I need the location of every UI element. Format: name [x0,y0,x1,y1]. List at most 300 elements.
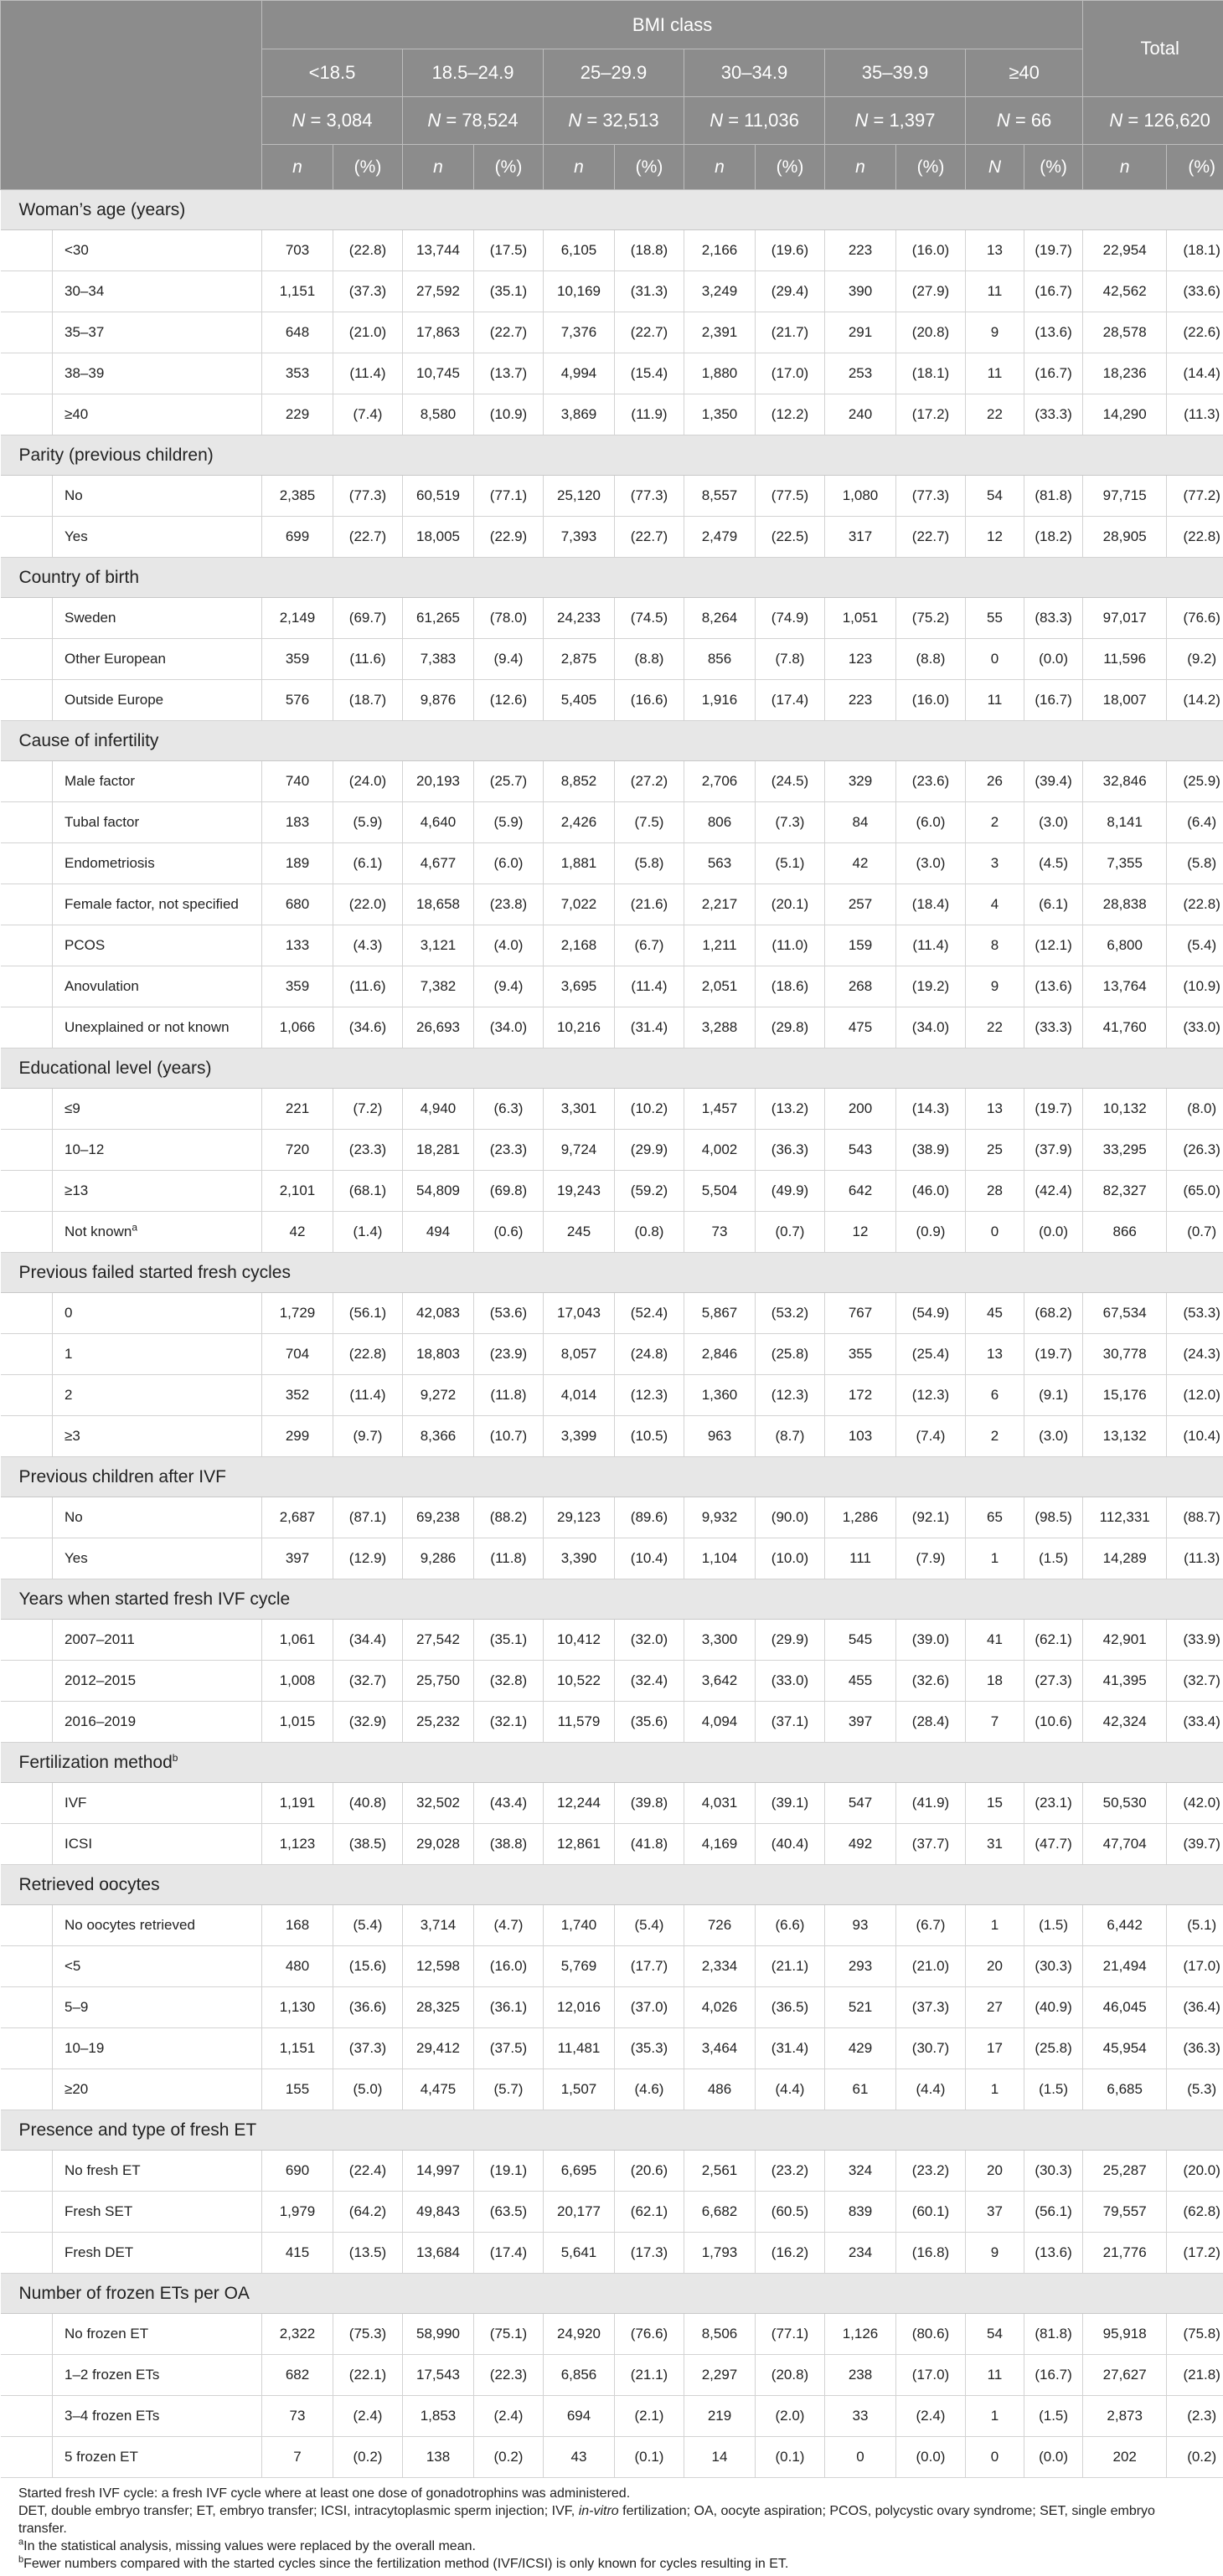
percent-cell: (17.0) [896,2355,966,2396]
column-unit-percent: (%) [474,145,544,190]
row-label-text: ICSI [65,1836,93,1852]
percent-cell: (53.2) [756,1293,825,1334]
table-row [1,1293,1223,1334]
count-cell: 680 [262,884,333,925]
indent-cell [1,2233,53,2274]
percent-cell: (69.8) [474,1171,544,1212]
indent-cell [1,2396,53,2437]
count-cell: 123 [825,639,896,680]
count-cell: 15 [966,1783,1024,1824]
count-cell: 6,685 [1083,2069,1167,2110]
section-header-row [1,1457,1223,1497]
percent-cell: (16.7) [1024,680,1083,721]
footnote-a: $^a$In the statistical analysis, missing values were replaced by the overall mean. [18,2537,476,2553]
percent-cell: (17.4) [474,2233,544,2274]
column-count-text: N = 3,084 [292,110,373,131]
row-label [53,1905,262,1946]
count-cell: 58,990 [403,2314,474,2355]
count-cell: 9,286 [403,1538,474,1579]
count-cell: 293 [825,1946,896,1987]
percent-cell: (17.4) [756,680,825,721]
percent-cell: (19.7) [1024,1089,1083,1130]
percent-cell: (6.0) [896,802,966,843]
count-cell: 352 [262,1375,333,1416]
percent-cell: (34.0) [474,1007,544,1048]
percent-cell: (28.4) [896,1702,966,1743]
count-cell: 11 [966,353,1024,394]
percent-cell: (31.4) [615,1007,684,1048]
count-cell: 11,481 [544,2028,615,2069]
count-cell: 359 [262,966,333,1007]
percent-cell: (13.6) [1024,966,1083,1007]
count-cell: 27,627 [1083,2355,1167,2396]
percent-cell: (5.3) [1167,2069,1223,2110]
count-cell: 25,120 [544,476,615,517]
section-title [1,721,1223,761]
indent-cell [1,761,53,802]
count-cell: 5,405 [544,680,615,721]
percent-cell: (15.6) [333,1946,403,1987]
count-cell: 486 [684,2069,756,2110]
count-cell: 33,295 [1083,1130,1167,1171]
table-row [1,680,1223,721]
percent-cell: (14.3) [896,1089,966,1130]
bmi-column-label: 35–39.9 [825,49,966,97]
count-cell: 1 [966,1905,1024,1946]
row-label-text: No fresh ET [65,2162,141,2178]
count-cell: 4,475 [403,2069,474,2110]
indent-cell [1,230,53,271]
percent-cell: (18.8) [615,230,684,271]
percent-cell: (12.3) [896,1375,966,1416]
percent-cell: (60.5) [756,2192,825,2233]
count-cell: 2,875 [544,639,615,680]
percent-cell: (0.0) [1024,1212,1083,1253]
indent-cell [1,884,53,925]
column-unit-percent: (%) [333,145,403,190]
column-unit-n [544,145,615,190]
row-label-text: Female factor, not specified [65,896,239,912]
count-cell: 229 [262,394,333,435]
indent-cell [1,1089,53,1130]
percent-cell: (21.1) [615,2355,684,2396]
percent-cell: (6.1) [1024,884,1083,925]
percent-cell: (4.7) [474,1905,544,1946]
count-cell: 1,123 [262,1824,333,1865]
count-cell: 54 [966,2314,1024,2355]
count-cell: 54 [966,476,1024,517]
percent-cell: (4.4) [896,2069,966,2110]
count-cell: 355 [825,1334,896,1375]
row-label [53,1416,262,1457]
count-cell: 93 [825,1905,896,1946]
table-row [1,1987,1223,2028]
row-label [53,1212,262,1253]
percent-cell: (5.7) [474,2069,544,2110]
percent-cell: (23.8) [474,884,544,925]
percent-cell: (36.6) [333,1987,403,2028]
percent-cell: (40.8) [333,1783,403,1824]
section-title-text: Number of frozen ETs per OA [18,2283,250,2303]
table-row [1,2355,1223,2396]
count-cell: 27,542 [403,1620,474,1661]
percent-cell: (31.3) [615,271,684,312]
section-title [1,558,1223,598]
unit-n-text: n [715,157,725,177]
unit-n-text: n [292,157,302,177]
percent-cell: (35.3) [615,2028,684,2069]
count-cell: 4,940 [403,1089,474,1130]
percent-cell: (21.1) [756,1946,825,1987]
count-cell: 31 [966,1824,1024,1865]
column-unit-n [262,145,333,190]
row-label-text: No frozen ET [65,2326,149,2342]
percent-cell: (77.3) [333,476,403,517]
count-cell: 223 [825,680,896,721]
row-label [53,2314,262,2355]
section-title-text: Previous children after IVF [18,1466,226,1486]
row-label-text: Male factor [65,773,136,789]
percent-cell: (18.7) [333,680,403,721]
column-count-text: N = 32,513 [568,110,659,131]
section-header-row [1,1743,1223,1783]
row-label [53,271,262,312]
percent-cell: (33.3) [1024,1007,1083,1048]
count-cell: 25,287 [1083,2151,1167,2192]
row-label-text: No oocytes retrieved [65,1917,195,1933]
percent-cell: (16.6) [615,680,684,721]
count-cell: 168 [262,1905,333,1946]
count-cell: 3,390 [544,1538,615,1579]
row-label-text: 0 [65,1305,73,1321]
count-cell: 84 [825,802,896,843]
percent-cell: (22.8) [333,1334,403,1375]
count-cell: 1,051 [825,598,896,639]
percent-cell: (9.4) [474,639,544,680]
percent-cell: (29.9) [615,1130,684,1171]
percent-cell: (37.3) [333,271,403,312]
count-cell: 18,658 [403,884,474,925]
count-cell: 10,412 [544,1620,615,1661]
section-title-text: Presence and type of fresh ET [18,2120,257,2140]
row-label [53,761,262,802]
count-cell: 2,385 [262,476,333,517]
percent-cell: (1.4) [333,1212,403,1253]
count-cell: 492 [825,1824,896,1865]
row-label-text: Outside Europe [65,692,164,708]
row-label-text: No [65,487,83,503]
row-label-text: Unexplained or not known [65,1019,230,1035]
row-label-text: IVF [65,1795,87,1811]
percent-cell: (6.7) [615,925,684,966]
percent-cell: (33.9) [1167,1620,1223,1661]
count-cell: 29,123 [544,1497,615,1538]
unit-n-text: n [574,157,584,177]
percent-cell: (37.7) [896,1824,966,1865]
count-cell: 1 [966,2069,1024,2110]
count-cell: 494 [403,1212,474,1253]
section-title [1,1865,1223,1905]
count-cell: 3,121 [403,925,474,966]
footnote-marker: a [132,1221,138,1234]
section-title-text: Fertilization method [18,1752,173,1772]
percent-cell: (68.1) [333,1171,403,1212]
count-cell: 3,869 [544,394,615,435]
count-cell: 806 [684,802,756,843]
row-label [53,598,262,639]
table-row [1,1171,1223,1212]
indent-cell [1,1007,53,1048]
percent-cell: (76.6) [1167,598,1223,639]
count-cell: 42 [262,1212,333,1253]
percent-cell: (33.3) [1024,394,1083,435]
count-cell: 26,693 [403,1007,474,1048]
count-cell: 32,502 [403,1783,474,1824]
count-cell: 2,846 [684,1334,756,1375]
percent-cell: (16.7) [1024,271,1083,312]
percent-cell: (12.2) [756,394,825,435]
percent-cell: (60.1) [896,2192,966,2233]
percent-cell: (3.0) [1024,1416,1083,1457]
percent-cell: (32.7) [1167,1661,1223,1702]
table-row [1,1661,1223,1702]
row-label [53,1783,262,1824]
percent-cell: (40.4) [756,1824,825,1865]
percent-cell: (7.2) [333,1089,403,1130]
count-cell: 0 [966,2437,1024,2478]
column-unit-percent: (%) [1024,145,1083,190]
table-footnotes [0,2478,1191,2573]
count-cell: 5,504 [684,1171,756,1212]
row-label-text: 5 frozen ET [65,2449,138,2465]
percent-cell: (20.8) [756,2355,825,2396]
count-cell: 3,301 [544,1089,615,1130]
percent-cell: (14.2) [1167,680,1223,721]
count-cell: 238 [825,2355,896,2396]
percent-cell: (0.7) [1167,1212,1223,1253]
row-label-text: 1–2 frozen ETs [65,2367,160,2383]
column-count [403,97,544,145]
table-row [1,598,1223,639]
percent-cell: (17.2) [896,394,966,435]
count-cell: 73 [262,2396,333,2437]
percent-cell: (90.0) [756,1497,825,1538]
count-cell: 17,863 [403,312,474,353]
percent-cell: (25.9) [1167,761,1223,802]
percent-cell: (12.3) [756,1375,825,1416]
percent-cell: (6.0) [474,843,544,884]
count-cell: 4,677 [403,843,474,884]
percent-cell: (13.5) [333,2233,403,2274]
count-cell: 682 [262,2355,333,2396]
column-count [825,97,966,145]
count-cell: 2,166 [684,230,756,271]
count-cell: 3,288 [684,1007,756,1048]
percent-cell: (7.8) [756,639,825,680]
percent-cell: (18.6) [756,966,825,1007]
count-cell: 42,324 [1083,1702,1167,1743]
percent-cell: (21.8) [1167,2355,1223,2396]
percent-cell: (11.4) [333,353,403,394]
percent-cell: (22.7) [615,517,684,558]
table-row [1,843,1223,884]
column-count [544,97,684,145]
row-label-text: 2012–2015 [65,1672,137,1688]
percent-cell: (88.2) [474,1497,544,1538]
bmi-column-label: 25–29.9 [544,49,684,97]
row-label [53,1171,262,1212]
count-cell: 33 [825,2396,896,2437]
count-cell: 8,852 [544,761,615,802]
column-count-text: N = 126,620 [1109,110,1210,131]
percent-cell: (5.4) [333,1905,403,1946]
count-cell: 54,809 [403,1171,474,1212]
percent-cell: (20.1) [756,884,825,925]
section-header-row [1,2110,1223,2151]
percent-cell: (4.6) [615,2069,684,2110]
count-cell: 25,750 [403,1661,474,1702]
percent-cell: (33.0) [756,1661,825,1702]
percent-cell: (10.0) [756,1538,825,1579]
percent-cell: (42.4) [1024,1171,1083,1212]
percent-cell: (36.5) [756,1987,825,2028]
row-label-text: 2016–2019 [65,1713,137,1729]
count-cell: 353 [262,353,333,394]
count-cell: 3,464 [684,2028,756,2069]
indent-cell [1,1702,53,1743]
section-header-row [1,1048,1223,1089]
section-title [1,435,1223,476]
table-row [1,230,1223,271]
count-cell: 9 [966,966,1024,1007]
indent-cell [1,1661,53,1702]
count-symbol: N [854,110,869,131]
percent-cell: (4.5) [1024,843,1083,884]
count-cell: 60,519 [403,476,474,517]
count-cell: 189 [262,843,333,884]
percent-cell: (35.1) [474,1620,544,1661]
count-cell: 7,022 [544,884,615,925]
count-cell: 8,557 [684,476,756,517]
section-title-text: Retrieved oocytes [18,1874,160,1894]
percent-cell: (19.7) [1024,230,1083,271]
percent-cell: (9.2) [1167,639,1223,680]
percent-cell: (17.7) [615,1946,684,1987]
percent-cell: (5.1) [756,843,825,884]
count-cell: 27 [966,1987,1024,2028]
percent-cell: (41.8) [615,1824,684,1865]
row-label-text: 30–34 [65,283,105,299]
percent-cell: (19.2) [896,966,966,1007]
count-cell: 3,249 [684,271,756,312]
row-label-text: 5–9 [65,1999,89,2015]
section-title [1,1743,1223,1783]
count-cell: 547 [825,1783,896,1824]
count-cell: 97,715 [1083,476,1167,517]
percent-cell: (5.0) [333,2069,403,2110]
count-cell: 2,561 [684,2151,756,2192]
count-cell: 1,740 [544,1905,615,1946]
percent-cell: (22.5) [756,517,825,558]
column-count-text: N = 11,036 [710,110,799,131]
percent-cell: (0.2) [333,2437,403,2478]
indent-cell [1,1783,53,1824]
percent-cell: (56.1) [333,1293,403,1334]
column-unit-percent: (%) [896,145,966,190]
count-cell: 866 [1083,1212,1167,1253]
count-cell: 97,017 [1083,598,1167,639]
section-header-row [1,721,1223,761]
count-cell: 4,169 [684,1824,756,1865]
table-row [1,2437,1223,2478]
percent-cell: (22.9) [474,517,544,558]
count-cell: 268 [825,966,896,1007]
count-cell: 14,997 [403,2151,474,2192]
count-cell: 3,300 [684,1620,756,1661]
row-label [53,1702,262,1743]
percent-cell: (41.9) [896,1783,966,1824]
section-title [1,1579,1223,1620]
count-cell: 2,217 [684,884,756,925]
percent-cell: (32.6) [896,1661,966,1702]
row-label [53,966,262,1007]
indent-cell [1,2314,53,2355]
percent-cell: (89.6) [615,1497,684,1538]
count-cell: 6,105 [544,230,615,271]
count-cell: 4,994 [544,353,615,394]
count-cell: 2 [966,1416,1024,1457]
count-cell: 18,236 [1083,353,1167,394]
count-cell: 13,744 [403,230,474,271]
count-symbol: N [1109,110,1123,131]
percent-cell: (14.4) [1167,353,1223,394]
row-label [53,1375,262,1416]
count-cell: 2,149 [262,598,333,639]
percent-cell: (77.5) [756,476,825,517]
count-cell: 202 [1083,2437,1167,2478]
count-cell: 49,843 [403,2192,474,2233]
count-cell: 28,325 [403,1987,474,2028]
count-cell: 429 [825,2028,896,2069]
row-label [53,230,262,271]
count-cell: 5,641 [544,2233,615,2274]
count-cell: 219 [684,2396,756,2437]
count-cell: 9,876 [403,680,474,721]
percent-cell: (47.7) [1024,1824,1083,1865]
count-cell: 42,901 [1083,1620,1167,1661]
percent-cell: (22.0) [333,884,403,925]
row-label-text: 2007–2011 [65,1631,135,1647]
percent-cell: (0.1) [756,2437,825,2478]
count-cell: 10,132 [1083,1089,1167,1130]
count-cell: 13,764 [1083,966,1167,1007]
count-cell: 4 [966,884,1024,925]
percent-cell: (18.1) [1167,230,1223,271]
percent-cell: (11.3) [1167,1538,1223,1579]
row-label [53,1538,262,1579]
percent-cell: (19.6) [756,230,825,271]
count-cell: 11 [966,2355,1024,2396]
percent-cell: (18.1) [896,353,966,394]
count-cell: 7 [966,1702,1024,1743]
column-count [1083,97,1223,145]
count-cell: 12 [966,517,1024,558]
indent-cell [1,2355,53,2396]
row-label [53,1130,262,1171]
percent-cell: (13.6) [1024,312,1083,353]
percent-cell: (98.5) [1024,1497,1083,1538]
percent-cell: (17.0) [756,353,825,394]
